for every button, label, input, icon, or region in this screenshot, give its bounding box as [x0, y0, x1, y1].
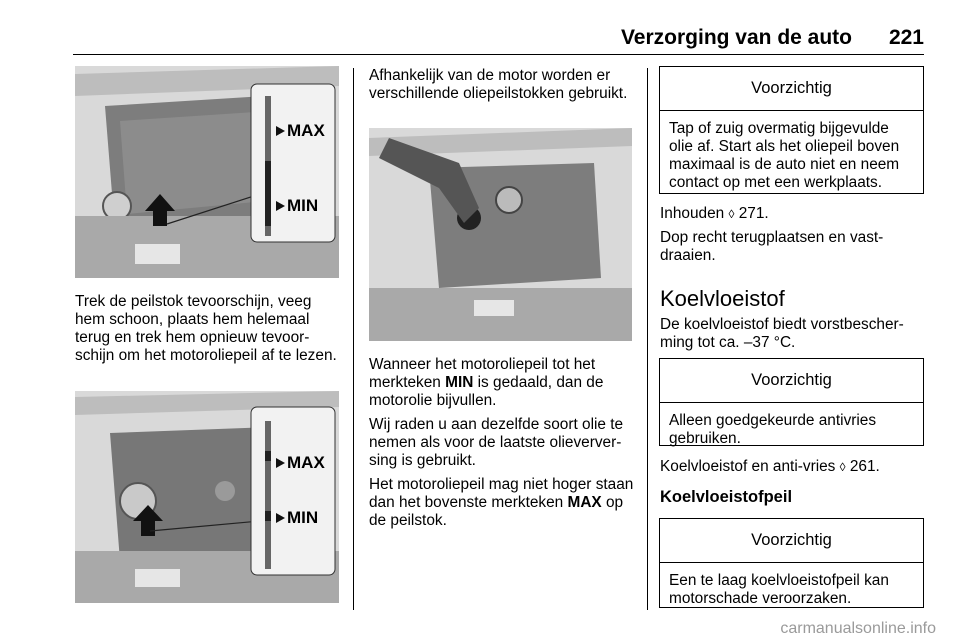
watermark: carmanualsonline.info — [780, 620, 936, 637]
caution-text: Tap of zuig overmatig bijgevulde olie af. Start als het oliepeil boven maximaal is de auto niet en neem contact op met een werkplaats. — [669, 120, 900, 191]
max-mark-label: MAX — [287, 453, 325, 472]
caution-box-coolant-level — [659, 518, 924, 608]
page-ref-icon: ◊ — [728, 207, 735, 221]
oil-type-advice: Wij raden u aan dezelfde soort olie te nemen als voor de laatste olieverver-sing is gebruikt. — [369, 416, 624, 469]
min-mark-label: MIN — [287, 196, 319, 215]
coolant-intro — [660, 316, 926, 358]
column-divider-1 — [353, 68, 354, 610]
caution-title: Voorzichtig — [660, 67, 923, 111]
caution-title: Voorzichtig — [660, 359, 923, 403]
oil-filler-illustration — [369, 128, 632, 341]
refill-instruction: Wanneer het motoroliepeil tot het merkteken MIN is gedaald, dan de motorolie bijvullen. — [369, 356, 604, 409]
refit-instruction: Dop recht terugplaatsen en vast-draaien. — [660, 229, 884, 264]
page-header — [0, 0, 960, 58]
engine-illustration-2 — [75, 391, 339, 603]
figure-dipstick-2 — [75, 391, 339, 603]
col2-intro — [369, 67, 637, 109]
coolant-ref: Koelvloeistof en anti-vries ◊ 261. — [660, 458, 880, 475]
page-ref-icon: ◊ — [839, 460, 846, 474]
caution-text: Een te laag koelvloeistofpeil kan motorschade veroorzaken. — [669, 572, 889, 607]
caution-text: Alleen goedgekeurde antivries gebruiken. — [669, 412, 877, 447]
coolant-level-heading: Koelvloeistofpeil — [660, 488, 793, 506]
column-divider-2 — [647, 68, 648, 610]
caution-box-oil — [659, 66, 924, 194]
figure-oil-filler — [369, 128, 632, 341]
dipstick-variants-text: Afhankelijk van de motor worden er verschillende oliepeilstokken gebruikt. — [369, 67, 628, 102]
header-rule — [73, 54, 924, 55]
coolant-heading: Koelvloeistof — [660, 286, 785, 311]
section-title: Verzorging van de auto — [620, 26, 852, 49]
figure-dipstick-1 — [75, 66, 339, 278]
col2-body — [369, 356, 641, 536]
caution-title: Voorzichtig — [660, 519, 923, 563]
capacities-ref: Inhouden ◊ 271. Dop recht terugplaatsen en vast-draaien. — [660, 205, 924, 271]
caution-box-antifreeze — [659, 358, 924, 446]
engine-illustration-1 — [75, 66, 339, 278]
frost-protection-text: De koelvloeistof biedt vorstbescher-ming tot ca. –37 °C. — [660, 316, 904, 351]
min-mark-label: MIN — [287, 508, 319, 527]
page-number: 221 — [888, 26, 924, 49]
dipstick-instruction: Trek de peilstok tevoorschijn, veeg hem schoon, plaats hem helemaal terug en trek hem opnieuw tevoor-schijn om het motoroliepeil af te lezen. — [75, 293, 337, 364]
max-mark-label: MAX — [287, 121, 325, 140]
min-mark-ref: MIN — [445, 374, 474, 391]
max-level-warning: Het motoroliepeil mag niet hoger staan dan het bovenste merkteken MAX op de peilstok. — [369, 476, 634, 529]
max-mark-ref: MAX — [567, 494, 602, 511]
col1-paragraph — [75, 293, 343, 371]
